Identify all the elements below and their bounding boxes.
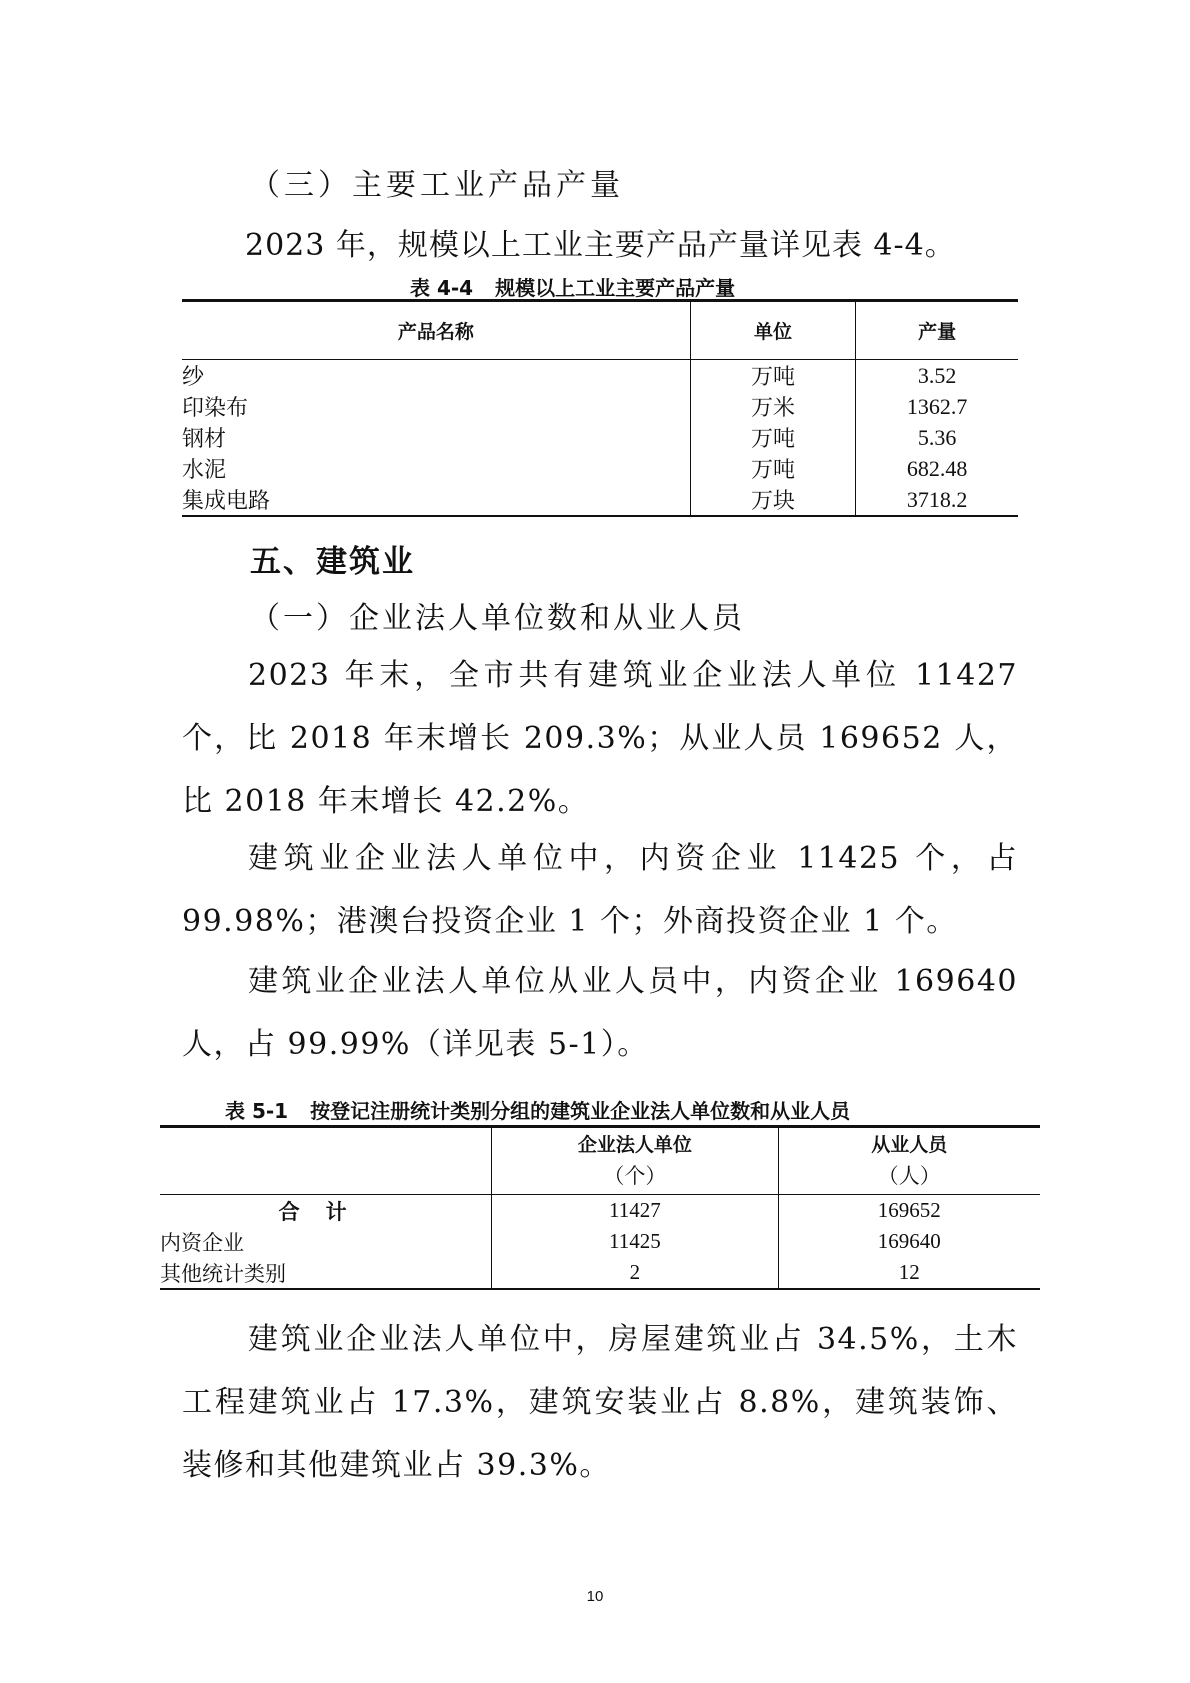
table-row [182, 422, 1018, 453]
table-caption-number: 表 4-4 [410, 276, 474, 300]
product-unit: 万米 [690, 391, 856, 422]
product-name: 集成电路 [182, 489, 271, 514]
column-header-empty [160, 1127, 492, 1195]
column-header-unit: （人） [877, 1164, 941, 1188]
product-output: 3718.2 [856, 484, 1018, 516]
table-row [182, 453, 1018, 484]
column-header-output: 产量 [856, 301, 1018, 360]
product-name: 钢材 [182, 427, 227, 452]
column-header-product: 产品名称 [182, 301, 690, 360]
employee-count: 169640 [778, 1226, 1040, 1257]
column-header-employees [778, 1127, 1040, 1195]
column-header-unit: 单位 [690, 301, 856, 360]
table-row [182, 391, 1018, 422]
product-unit: 万吨 [690, 453, 856, 484]
product-output: 3.52 [856, 360, 1018, 392]
product-name: 印染布 [182, 396, 249, 421]
body-paragraph: 建筑业企业法人单位中，内资企业 11425 个，占 99.98%；港澳台投资企业 1 个；外商投资企业 1 个。 [182, 841, 1018, 939]
section-subheading-enterprises: （一）企业法人单位数和从业人员 [250, 601, 745, 636]
column-header-units [492, 1127, 778, 1195]
body-paragraph: 建筑业企业法人单位中，房屋建筑业占 34.5%，土木工程建筑业占 17.3%，建筑安装业占 8.8%，建筑装饰、装修和其他建筑业占 39.3%。 [182, 1322, 1018, 1483]
table-row [182, 484, 1018, 516]
employee-count: 12 [778, 1257, 1040, 1289]
table-caption-title: 规模以上工业主要产品产量 [495, 276, 736, 300]
enterprise-count: 11425 [492, 1226, 778, 1257]
body-paragraph: 建筑业企业法人单位从业人员中，内资企业 169640 人，占 99.99%（详见表 5-1）。 [182, 964, 1018, 1062]
intro-paragraph: 2023 年，规模以上工业主要产品产量详见表 4-4。 [245, 228, 956, 263]
table-header-row [182, 301, 1018, 360]
product-name: 纱 [182, 365, 205, 390]
product-name: 水泥 [182, 458, 227, 483]
column-header-label: 从业人员 [871, 1134, 948, 1156]
table-header-row [160, 1127, 1040, 1195]
table-row [160, 1226, 1040, 1257]
product-unit: 万块 [690, 484, 856, 516]
section-heading-industrial-products: （三）主要工业产品产量 [250, 168, 624, 203]
table-4-4-caption [410, 272, 735, 301]
product-unit: 万吨 [690, 360, 856, 392]
row-label: 其他统计类别 [160, 1261, 286, 1286]
row-label: 合计 [278, 1199, 373, 1224]
enterprise-count: 2 [492, 1257, 778, 1289]
chapter-heading-construction: 五、建筑业 [250, 544, 415, 580]
table-caption-title: 按登记注册统计类别分组的建筑业企业法人单位数和从业人员 [310, 1099, 851, 1123]
employee-count: 169652 [778, 1195, 1040, 1227]
table-caption-number: 表 5-1 [225, 1099, 289, 1123]
column-header-label: 企业法人单位 [577, 1134, 692, 1156]
table-row [160, 1257, 1040, 1289]
column-header-unit: （个） [603, 1164, 667, 1188]
product-output: 5.36 [856, 422, 1018, 453]
table-5-1 [160, 1125, 1040, 1290]
page-number: 10 [586, 1588, 604, 1605]
row-label: 内资企业 [160, 1230, 244, 1255]
table-row-total [160, 1195, 1040, 1227]
table-5-1-caption [225, 1095, 850, 1124]
product-output: 682.48 [856, 453, 1018, 484]
product-unit: 万吨 [690, 422, 856, 453]
table-row [182, 360, 1018, 392]
enterprise-count: 11427 [492, 1195, 778, 1227]
table-4-4 [182, 299, 1018, 517]
body-paragraph: 2023 年末，全市共有建筑业企业法人单位 11427 个，比 2018 年末增长 209.3%；从业人员 169652 人，比 2018 年末增长 42.2%。 [182, 658, 1018, 819]
product-output: 1362.7 [856, 391, 1018, 422]
